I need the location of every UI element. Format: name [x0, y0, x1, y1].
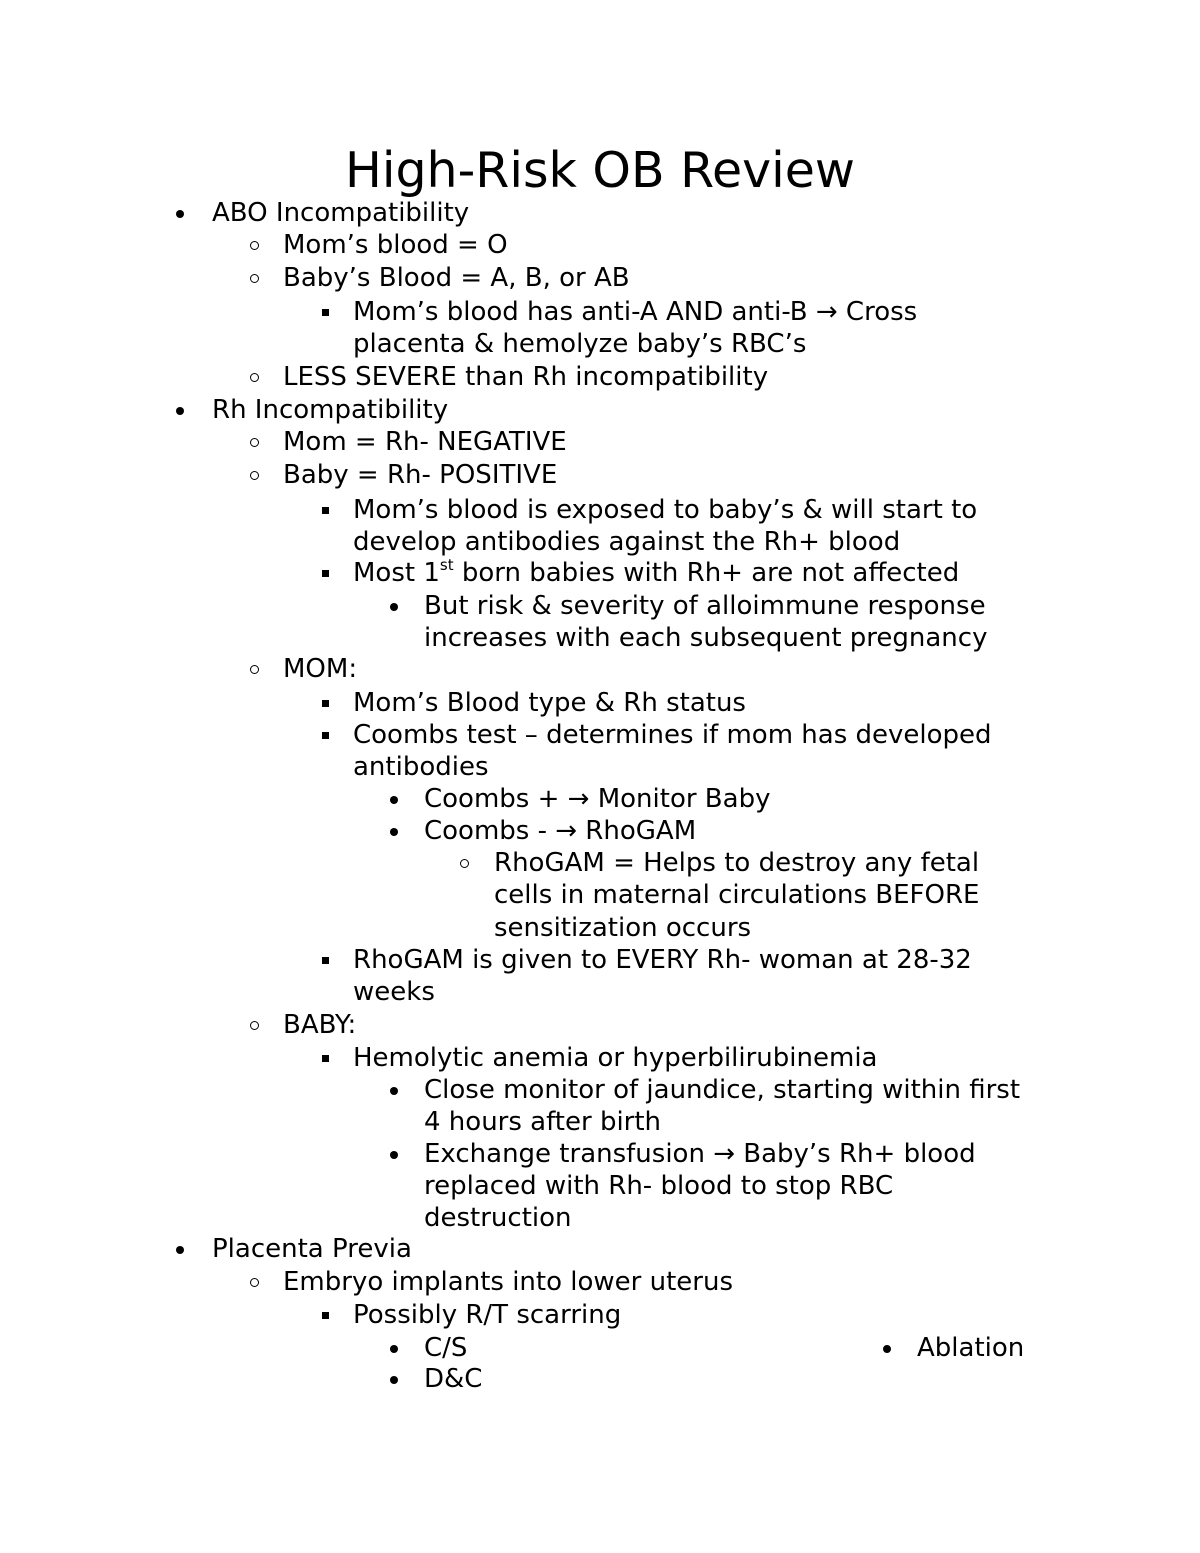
- list-item-rh-most: [353, 557, 959, 589]
- list-item-baby-header: BABY:: [283, 1010, 357, 1040]
- bullet-dot: [384, 815, 404, 847]
- bullet-circle: [245, 361, 265, 393]
- list-item-exchange-cont: replaced with Rh- blood to stop RBC: [424, 1171, 894, 1201]
- list-item-previa: Placenta Previa: [212, 1234, 412, 1264]
- list-item-embryo: Embryo implants into lower uterus: [283, 1267, 733, 1297]
- list-item-hemolytic: Hemolytic anemia or hyperbilirubinemia: [353, 1043, 878, 1073]
- bullet-circle: [245, 262, 265, 294]
- bullet-dot: [170, 197, 190, 229]
- bullet-circle: [245, 426, 265, 458]
- list-item-rhogam-given-cont: weeks: [353, 977, 435, 1007]
- list-item-exchange-cont: destruction: [424, 1203, 572, 1233]
- list-item-rhogam-def-cont: sensitization occurs: [494, 913, 752, 943]
- list-item-abo-mom: Mom’s blood = O: [283, 230, 508, 260]
- list-item-rhogam-def-cont: cells in maternal circulations BEFORE: [494, 880, 980, 910]
- bullet-square: [316, 1042, 336, 1074]
- bullet-dot: [384, 1138, 404, 1170]
- list-item-mom-header: MOM:: [283, 654, 358, 684]
- bullet-dot: [877, 1332, 897, 1364]
- list-item-coombs: Coombs test – determines if mom has developed: [353, 720, 992, 750]
- list-item-rhogam-def: RhoGAM = Helps to destroy any fetal: [494, 848, 980, 878]
- list-item-exchange: Exchange transfusion → Baby’s Rh+ blood: [424, 1139, 976, 1169]
- bullet-circle: [245, 459, 265, 491]
- bullet-square: [316, 557, 336, 589]
- list-item-rh-risk-cont: increases with each subsequent pregnancy: [424, 623, 988, 653]
- bullet-dot: [384, 1332, 404, 1364]
- list-item-ablation: Ablation: [917, 1333, 1025, 1363]
- bullet-dot: [384, 1074, 404, 1106]
- bullet-circle: [245, 229, 265, 261]
- list-item-coombs-neg: Coombs - → RhoGAM: [424, 816, 697, 846]
- bullet-square: [316, 687, 336, 719]
- bullet-circle: [455, 847, 475, 879]
- list-item-abo: ABO Incompatibility: [212, 198, 470, 228]
- bullet-square: [316, 494, 336, 526]
- most-text-rest: born babies with Rh+ are not affected: [453, 558, 960, 588]
- bullet-square: [316, 1299, 336, 1331]
- list-item-rh-exposed-cont: develop antibodies against the Rh+ blood: [353, 527, 901, 557]
- ordinal-suffix: st: [439, 556, 454, 574]
- bullet-dot: [384, 1363, 404, 1395]
- list-item-abo-less: LESS SEVERE than Rh incompatibility: [283, 362, 769, 392]
- list-item-abo-anti-cont: placenta & hemolyze baby’s RBC’s: [353, 329, 807, 359]
- list-item-coombs-pos: Coombs + → Monitor Baby: [424, 784, 771, 814]
- bullet-circle: [245, 1009, 265, 1041]
- bullet-dot: [384, 783, 404, 815]
- list-item-abo-anti: Mom’s blood has anti-A AND anti-B → Cross: [353, 297, 918, 327]
- list-item-rh-risk: But risk & severity of alloimmune response: [424, 591, 986, 621]
- list-item-dc: D&C: [424, 1364, 483, 1394]
- bullet-dot: [170, 394, 190, 426]
- list-item-rhogam-given: RhoGAM is given to EVERY Rh- woman at 28-32: [353, 945, 972, 975]
- list-item-rh: Rh Incompatibility: [212, 395, 449, 425]
- list-item-abo-baby: Baby’s Blood = A, B, or AB: [283, 263, 630, 293]
- list-item-rh-exposed: Mom’s blood is exposed to baby’s & will start to: [353, 495, 978, 525]
- list-item-rh-baby: Baby = Rh- POSITIVE: [283, 460, 558, 490]
- bullet-dot: [170, 1233, 190, 1265]
- list-item-coombs-cont: antibodies: [353, 752, 489, 782]
- page-title: High-Risk OB Review: [344, 142, 856, 199]
- list-item-jaundice: Close monitor of jaundice, starting within first: [424, 1075, 1021, 1105]
- bullet-dot: [384, 590, 404, 622]
- most-text: Most 1: [353, 558, 440, 588]
- list-item-scarring: Possibly R/T scarring: [353, 1300, 622, 1330]
- list-item-mom-blood: Mom’s Blood type & Rh status: [353, 688, 746, 718]
- bullet-square: [316, 296, 336, 328]
- list-item-rh-mom: Mom = Rh- NEGATIVE: [283, 427, 567, 457]
- bullet-circle: [245, 1266, 265, 1298]
- bullet-square: [316, 944, 336, 976]
- bullet-circle: [245, 653, 265, 685]
- bullet-square: [316, 719, 336, 751]
- list-item-cs: C/S: [424, 1333, 468, 1363]
- list-item-jaundice-cont: 4 hours after birth: [424, 1107, 662, 1137]
